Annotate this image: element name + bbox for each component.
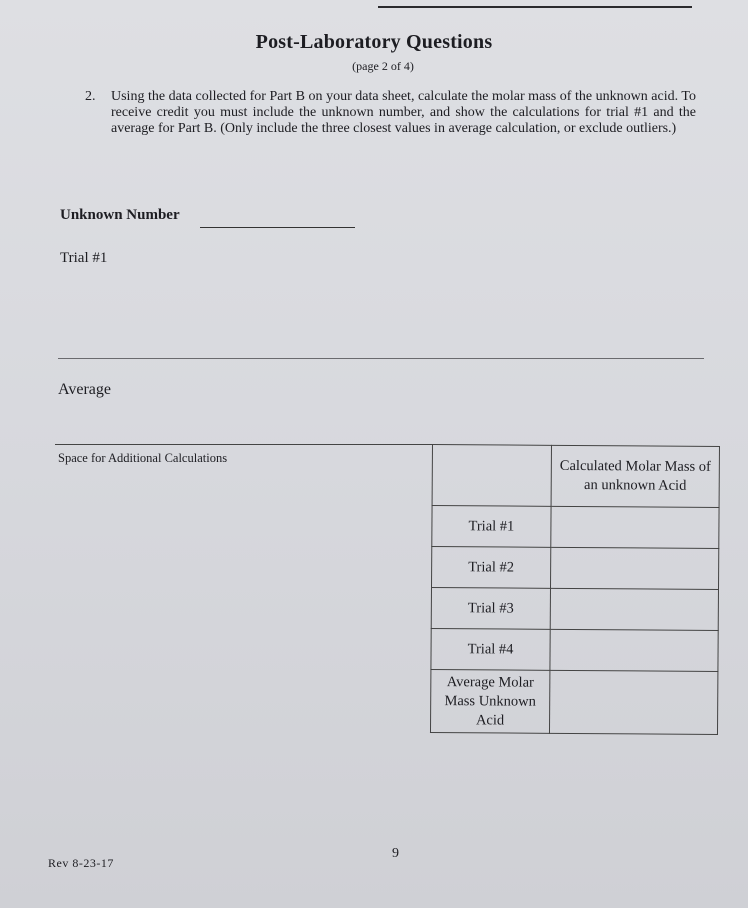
row-label-trial-4: Trial #4 (431, 628, 550, 670)
row-label-average: Average Molar Mass Unknown Acid (430, 669, 549, 733)
table-row (432, 506, 719, 549)
table-row (431, 628, 718, 671)
row-label-trial-3: Trial #3 (431, 588, 550, 630)
row-label-trial-2: Trial #2 (431, 547, 550, 589)
table-header-blank (432, 445, 551, 507)
page-subtitle: (page 2 of 4) (352, 59, 414, 73)
additional-calc-divider (55, 444, 433, 445)
page-title: Post-Laboratory Questions (255, 31, 493, 53)
top-rule (378, 6, 692, 8)
section-divider (58, 358, 704, 359)
table-row (430, 669, 717, 734)
table-header-molar-mass: Calculated Molar Mass of an unknown Acid (551, 445, 719, 507)
question-number: 2. (85, 89, 96, 104)
molar-mass-table (430, 444, 720, 735)
average-label: Average (58, 381, 111, 398)
table-header-row (432, 445, 719, 508)
page-number: 9 (392, 846, 399, 861)
row-value-trial-3[interactable] (550, 588, 718, 630)
row-value-trial-4[interactable] (550, 629, 718, 671)
unknown-number-answer-line[interactable] (200, 227, 355, 228)
row-label-trial-1: Trial #1 (432, 506, 551, 548)
row-value-average[interactable] (549, 670, 717, 734)
question-text: Using the data collected for Part B on your data sheet, calculate the molar mass of the unknown acid. To receive credit you must include the unknown number, and show the calculations for trial #1 and the average for Part B. (Only include the three closest values in average calculation, or exclude outliers.) (111, 89, 696, 136)
table-row (431, 547, 718, 590)
trial1-label: Trial #1 (60, 250, 108, 266)
row-value-trial-1[interactable] (551, 506, 719, 548)
table-row (431, 588, 718, 631)
revision-date: Rev 8-23-17 (48, 856, 114, 870)
additional-calc-label: Space for Additional Calculations (58, 451, 228, 465)
row-value-trial-2[interactable] (550, 547, 718, 589)
unknown-number-label: Unknown Number (60, 207, 180, 223)
